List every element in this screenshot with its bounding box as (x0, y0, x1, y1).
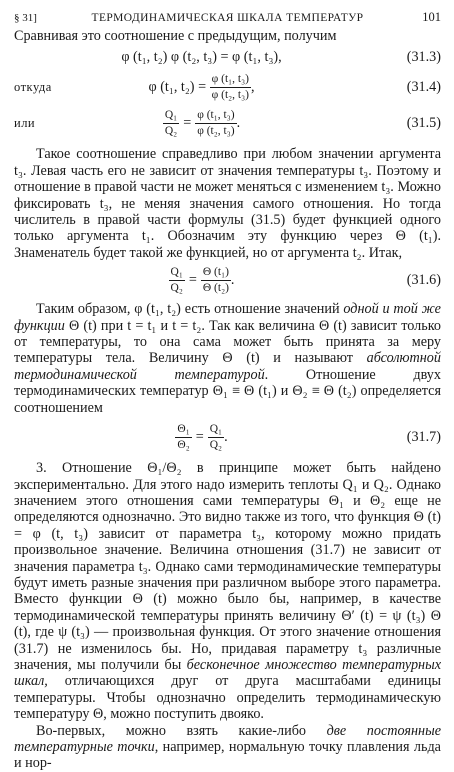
equation-31-7-left-fraction (175, 423, 191, 452)
label-ili: или (14, 116, 36, 131)
fraction-numerator: Θ₁ (175, 423, 191, 438)
fraction-numerator: Θ (t₁) (201, 266, 231, 281)
page-number: 101 (422, 10, 441, 24)
equation-31-4-formula (14, 73, 389, 102)
paragraph-3-part-a: 3. Отношение Θ₁/Θ₂ в принципе может быть найдено экспериментально. Для этого надо измерить теплоты Q₁ и Q₂. Однако значением этого отношения сами температуры Θ₁ и Θ₂ еще не определяются однозначно. Это видно также из того, что функция Θ (t) = φ (t, t₃) зависит от параметра t₃, которому можно придать произвольное значение. Величина отношения (31.7) не зависит от значения параметра t₃. Однако сами термодинамические температуры будут иметь разные значения при различном выборе этого параметра. Вместо функции Θ (t) можно было бы, например, в качестве термодинамической температуры принять величину Θ′ (t) = ψ (t₃) Θ (t), где ψ (t₃) — произвольная функция. От этого значение отношения (31.7) не изменилось бы. Но, придавая параметру t₃ различные значения, мы получили бы (14, 460, 441, 673)
paragraph-3 (14, 460, 441, 723)
equation-31-5-formula (14, 109, 389, 138)
equation-31-7-formula (14, 423, 389, 452)
equation-31-4-fraction (210, 73, 251, 102)
equation-31-6-number: (31.6) (406, 272, 441, 289)
section-marker: § 31] (14, 12, 37, 24)
equation-31-6-right-fraction (201, 266, 231, 295)
equation-31-6-left-fraction (169, 266, 185, 295)
equation-31-6-formula (14, 266, 389, 295)
paragraph-3-emphasis-infinite-scales: бесконечное множество температурных шкал, (14, 656, 442, 690)
paragraph-4 (14, 723, 441, 772)
equation-31-6 (14, 263, 441, 297)
equation-31-7-number: (31.7) (406, 428, 441, 445)
paragraph-3-part-c: отличающихся друг от друга масштабами единицы температуры. Чтобы однозначно определить термодинамическую температуру Θ, можно поступить двояко. (14, 673, 441, 723)
fraction-denominator: φ (t₂, t₃) (211, 88, 249, 101)
label-otkuda: откуда (14, 80, 52, 95)
equation-31-4-lhs: φ (t₁, t₂) = (148, 78, 207, 95)
equation-31-7-right-fraction (208, 423, 224, 452)
equation-31-5 (14, 104, 441, 142)
equation-31-3-formula: φ (t₁, t₂) φ (t₂, t₃) = φ (t₁, t₃), (121, 49, 282, 66)
fraction-denominator: Q₂ (170, 281, 183, 294)
paragraph-4-emphasis-fixed-points: две постоянные температурные точки (14, 722, 441, 755)
equation-31-4 (14, 70, 441, 104)
paragraph-2-part-a: Таким образом, φ (t₁, t₂) есть отношение значений (36, 301, 344, 318)
paragraph-2 (14, 301, 441, 416)
equation-31-5-left-fraction (163, 109, 179, 138)
paragraph-2-part-e: . Отношение двух термодинамических температур Θ₁ ≡ Θ (t₁) и Θ₂ ≡ Θ (t₂) определяется соотношением (14, 366, 441, 416)
chapter-title: ТЕРМОДИНАМИЧЕСКАЯ ШКАЛА ТЕМПЕРАТУР (91, 12, 364, 24)
fraction-denominator: Θ (t₂) (202, 281, 229, 294)
equation-31-5-right-fraction (195, 109, 236, 138)
fraction-denominator: Q₂ (209, 438, 223, 451)
equals-sign: = (195, 428, 204, 445)
paragraph-1: Такое соотношение справедливо при любом значении аргумента t₃. Левая часть его не зависит от значения температуры t₃. Поэтому и отношение в правой части не может меняться с изменением t₃. Можно фиксировать t₃, не меняя значения самого отношения. Но тогда числитель в правой части формулы (31.5) будет функцией одного только аргумента t₁. Обозначим эту функцию через Θ (t₁). Знаменатель будет такой же функцией, но от аргумента t₂. Итак, (14, 146, 441, 261)
equation-31-6-tail: . (230, 271, 235, 288)
equals-sign: = (188, 272, 197, 289)
equation-31-3 (14, 44, 441, 70)
equation-31-4-number: (31.4) (406, 79, 441, 96)
equation-31-5-number: (31.5) (406, 115, 441, 132)
paragraph-2-part-c: Θ (t) при t = t₁ и t = t₂. Так как величина Θ (t) зависит только от температуры, то она сама может быть принята за меру температуры тела. Величину Θ (t) и называют (14, 317, 441, 367)
equation-31-5-tail: . (236, 114, 241, 131)
equation-31-7 (14, 417, 441, 457)
equation-31-4-tail: , (250, 78, 255, 95)
equation-31-3-number: (31.3) (406, 49, 441, 66)
fraction-numerator: φ (t₁, t₃) (195, 109, 236, 124)
fraction-numerator: Q₁ (208, 423, 224, 438)
intro-line: Сравнивая это соотношение с предыдущим, получим (14, 28, 337, 44)
fraction-denominator: Θ₂ (177, 438, 190, 451)
paragraph-2-emphasis-same-function: одной и той же функции (14, 301, 441, 334)
equals-sign: = (183, 115, 192, 132)
paragraph-4-part-c: , например, нормальную точку плавления льда и нор- (14, 739, 441, 772)
paragraph-2-emphasis-absolute-temperature: абсолютной термодинамической температурой (14, 350, 441, 383)
fraction-denominator: Q₂ (164, 124, 178, 137)
fraction-numerator: φ (t₁, t₃) (210, 73, 251, 88)
running-head (14, 8, 441, 28)
paragraph-4-part-a: Во-первых, можно взять какие-либо (36, 722, 327, 739)
fraction-numerator: Q₁ (169, 266, 185, 281)
fraction-denominator: φ (t₂, t₃) (197, 124, 235, 137)
fraction-numerator: Q₁ (163, 109, 179, 124)
equation-31-7-tail: . (224, 428, 228, 445)
